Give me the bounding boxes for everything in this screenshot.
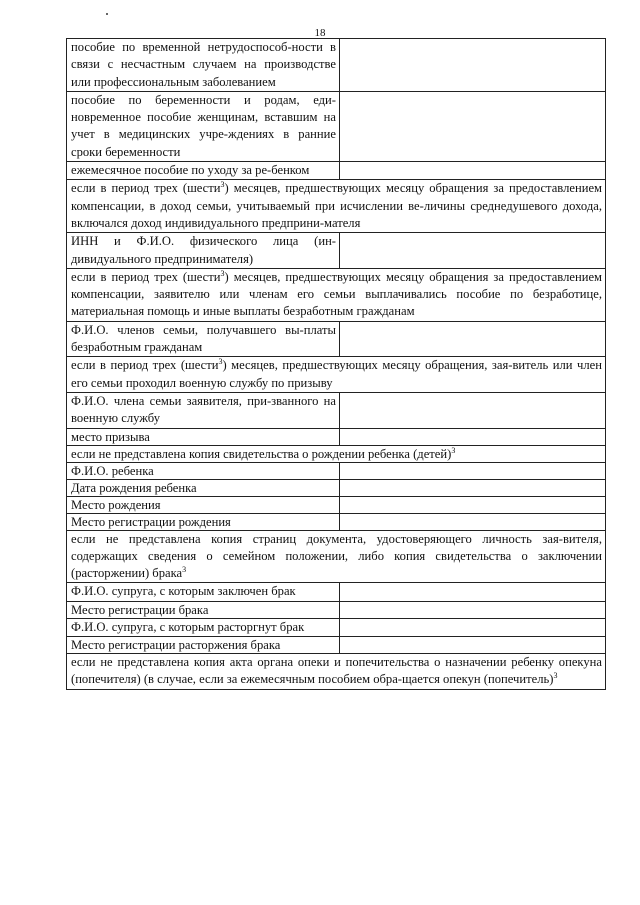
- section-heading-birth-certificate: [67, 445, 606, 462]
- conscription-place-field[interactable]: [340, 428, 606, 445]
- heading-text: если не представлена копия акта органа опеки и попечительства о назначении ребенку опекуна (попечителя) (в случае, если за ежемесячным пособием обра-щается опекун (попечитель): [71, 655, 602, 687]
- table-row: [67, 162, 606, 180]
- heading-text: если не представлена копия страниц документа, удостоверяющего личность зая-вителя, содержащих сведения о семейном положении, либо копия свидетельства о заключении (расторжении) брака: [71, 531, 602, 581]
- row-label-conscript-name: Ф.И.О. члена семьи заявителя, при-званного на военную службу: [67, 392, 340, 428]
- footnote-mark: 3: [220, 268, 225, 278]
- table-row: [67, 513, 606, 530]
- scan-speck: [106, 13, 108, 15]
- footnote-mark: 3: [553, 671, 558, 681]
- table-row: [67, 654, 606, 690]
- page-number: 18: [314, 27, 326, 39]
- table-row: [67, 321, 606, 357]
- table-row: [67, 180, 606, 233]
- spouse-married-name-field[interactable]: [340, 583, 606, 601]
- row-label-marriage-registration-place: Место регистрации брака: [67, 601, 340, 618]
- marriage-registration-place-field[interactable]: [340, 601, 606, 618]
- entrepreneur-inn-name-field[interactable]: [340, 233, 606, 269]
- heading-text-cont: ) месяцев, предшествующих месяцу обращения за предоставлением компенсации, в доход семьи, учитываемый при исчислении ве-личины среднедушевого дохода, включался доход индивидуального предприни-мателя: [71, 181, 603, 230]
- footnote-mark: 3: [451, 445, 456, 455]
- table-row: [67, 601, 606, 618]
- row-label-unemployed-member-name: Ф.И.О. членов семьи, получавшего вы-платы безработным гражданам: [67, 321, 340, 357]
- heading-text-cont: ) месяцев, предшествующих месяцу обращения за предоставлением компенсации, заявителю или членам его семьи выплачивались пособие по безработице, материальная помощь и иные выплаты безработным гражданам: [71, 269, 603, 319]
- table-row: [67, 428, 606, 445]
- row-label-spouse-married-name: Ф.И.О. супруга, с которым заключен брак: [67, 583, 340, 601]
- table-row: [67, 445, 606, 462]
- table-row: [67, 39, 606, 92]
- row-label-conscription-place: место призыва: [67, 428, 340, 445]
- section-heading-guardianship: [67, 654, 606, 690]
- heading-text: если в период трех (шести: [71, 269, 221, 284]
- heading-text: если не представлена копия свидетельства о рождении ребенка (детей): [71, 446, 452, 461]
- row-label-divorce-registration-place: Место регистрации расторжения брака: [67, 637, 340, 654]
- heading-text: если в период трех (шести: [71, 358, 219, 373]
- footnote-mark: 3: [182, 564, 187, 574]
- section-heading-military-service: [67, 357, 606, 393]
- divorce-registration-place-field[interactable]: [340, 637, 606, 654]
- row-label-child-birth-date: Дата рождения ребенка: [67, 479, 340, 496]
- maternity-benefit-field[interactable]: [340, 91, 606, 161]
- row-label-spouse-divorced-name: Ф.И.О. супруга, с которым расторгнут брак: [67, 618, 340, 636]
- row-label-childcare-benefit: ежемесячное пособие по уходу за ре-бенком: [67, 162, 340, 180]
- row-label-birth-place: Место рождения: [67, 496, 340, 513]
- footnote-mark: 3: [218, 357, 223, 367]
- unemployed-member-name-field[interactable]: [340, 321, 606, 357]
- row-label-entrepreneur-inn-name: ИНН и Ф.И.О. физического лица (ин-дивидуального предпринимателя): [67, 233, 340, 269]
- table-row: [67, 268, 606, 321]
- row-label-sick-leave-benefit: пособие по временной нетрудоспособ-ности в связи с несчастным случаем на производстве или профессиональным заболеванием: [67, 39, 340, 92]
- footnote-mark: 3: [220, 180, 225, 190]
- conscript-name-field[interactable]: [340, 392, 606, 428]
- section-heading-entrepreneur-income: [67, 180, 606, 233]
- table-row: [67, 91, 606, 161]
- row-label-birth-registration-place: Место регистрации рождения: [67, 513, 340, 530]
- heading-text: если в период трех (шести: [71, 181, 221, 196]
- row-label-child-name: Ф.И.О. ребенка: [67, 462, 340, 479]
- table-row: [67, 583, 606, 601]
- child-birth-date-field[interactable]: [340, 479, 606, 496]
- spouse-divorced-name-field[interactable]: [340, 618, 606, 636]
- table-row: [67, 530, 606, 583]
- child-name-field[interactable]: [340, 462, 606, 479]
- table-row: [67, 233, 606, 269]
- table-row: [67, 357, 606, 393]
- table-row: [67, 462, 606, 479]
- row-label-maternity-benefit: пособие по беременности и родам, еди-новременное пособие женщинам, вставшим на учет в медицинских учре-ждениях в ранние сроки беременности: [67, 91, 340, 161]
- table-row: [67, 479, 606, 496]
- heading-text-cont: ) месяцев, предшествующих месяцу обращения, зая-витель или член его семьи проходил военную службу по призыву: [71, 358, 602, 390]
- table-row: [67, 618, 606, 636]
- table-row: [67, 496, 606, 513]
- section-heading-unemployment-payments: [67, 268, 606, 321]
- table-row: [67, 637, 606, 654]
- birth-registration-place-field[interactable]: [340, 513, 606, 530]
- childcare-benefit-field[interactable]: [340, 162, 606, 180]
- birth-place-field[interactable]: [340, 496, 606, 513]
- application-form-table: [66, 38, 606, 690]
- table-row: [67, 392, 606, 428]
- sick-leave-benefit-field[interactable]: [340, 39, 606, 92]
- section-heading-marital-status: [67, 530, 606, 583]
